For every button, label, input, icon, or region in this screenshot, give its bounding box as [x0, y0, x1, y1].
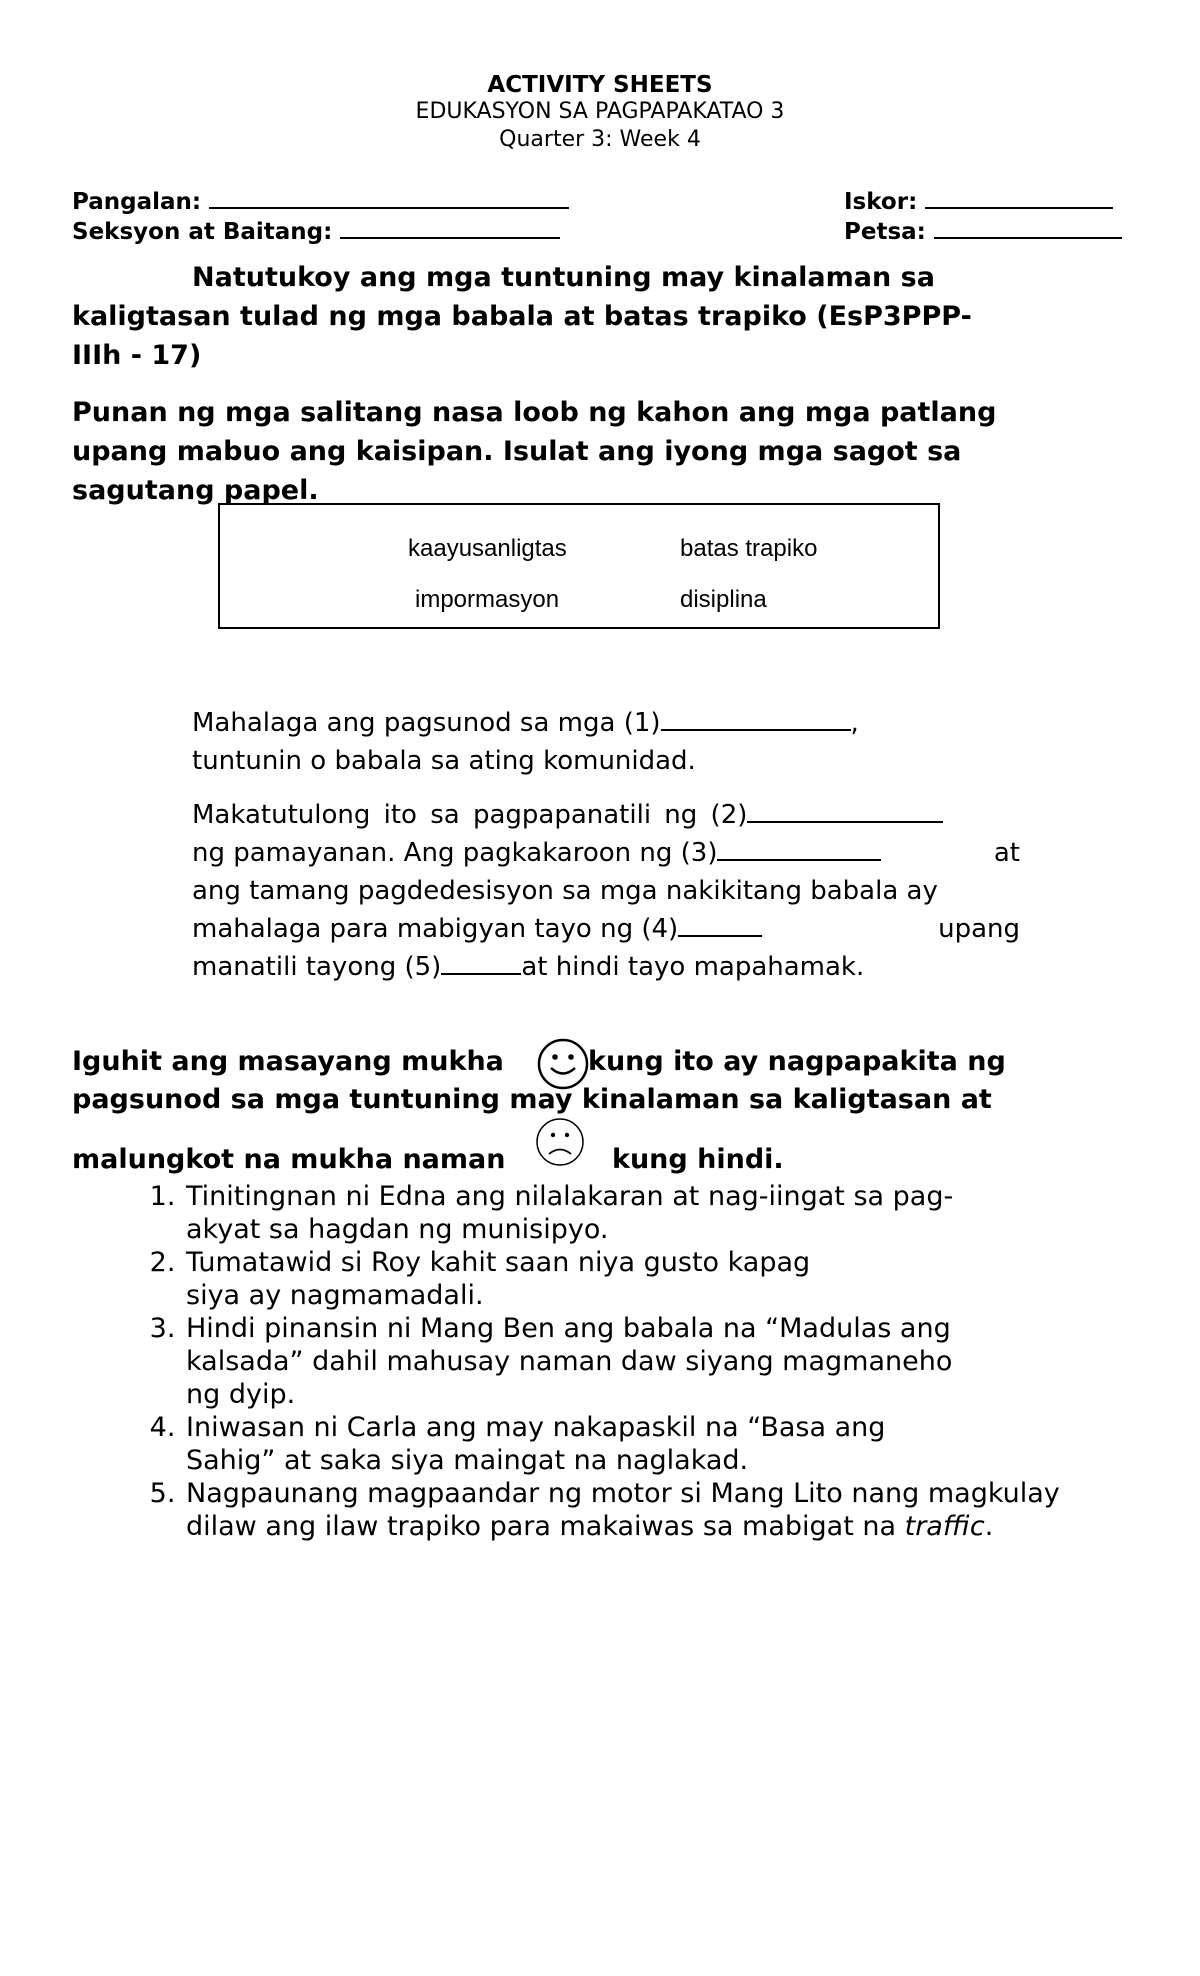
quarter-label: Quarter 3: Week 4: [499, 127, 701, 152]
list-item: 4. Iniwasan ni Carla ang may nakapaskil na “Basa ang Sahig” at saka siya maingat na naglakad.: [184, 1411, 1084, 1477]
subject-title: EDUKASYON SA PAGPAPAKATAO 3: [415, 99, 785, 124]
instruction-1-line-1: Punan ng mga salitang nasa loob ng kahon ang mga patlang: [72, 397, 997, 428]
list-item: 3. Hindi pinansin ni Mang Ben ang babala na “Madulas ang kalsada” dahil mahusay naman daw siyang magmaneho ng dyip.: [184, 1312, 1084, 1411]
list-item: 5. Nagpaunang magpaandar ng motor si Mang Lito nang magkulay dilaw ang ilaw trapiko para makaiwas sa mabigat na traffic.: [184, 1477, 1084, 1543]
passage-text: mahalaga para mabigyan tayo ng (4): [192, 914, 679, 944]
score-line: [925, 185, 1113, 209]
name-line: [209, 185, 569, 209]
score-label: Iskor:: [844, 189, 918, 215]
objective-line-1: Natutukoy ang mga tuntuning may kinalaman sa: [192, 262, 935, 293]
passage-line: tuntunin o babala sa ating komunidad.: [192, 746, 696, 776]
passage-text: Mahalaga ang pagsunod sa mga (1): [192, 708, 661, 738]
passage-line: ang tamang pagdedesisyon sa mga nakikitang babala ay: [192, 876, 938, 906]
objective-line-2: kaligtasan tulad ng mga babala at batas trapiko (EsP3PPP-: [72, 301, 972, 332]
date-line: [934, 215, 1122, 239]
instruction-2-line-1b: kung ito ay nagpapakita ng: [588, 1046, 1006, 1077]
name-field[interactable]: [72, 185, 569, 215]
score-field[interactable]: [844, 185, 1113, 215]
objective-line-3: IIIh - 17): [72, 340, 202, 371]
passage-line: [192, 796, 1022, 834]
statement-list: [140, 1180, 1084, 1543]
passage-line: [192, 948, 1022, 986]
word-option: kaayusanligtas: [408, 535, 567, 562]
blank-2[interactable]: [747, 799, 943, 823]
word-option: impormasyon: [415, 586, 560, 613]
date-field[interactable]: [844, 215, 1122, 245]
word-option: batas trapiko: [680, 535, 818, 562]
passage-text: at hindi tayo mapahamak.: [521, 952, 865, 982]
passage-text: ng pamayanan. Ang pagkakaroon ng (3): [192, 838, 718, 868]
passage-text: at: [993, 838, 1020, 868]
blank-1[interactable]: [661, 707, 851, 731]
section-field[interactable]: [72, 215, 560, 245]
word-option: disiplina: [680, 586, 767, 613]
instruction-1-line-3: sagutang papel.: [72, 475, 319, 506]
passage-line: [192, 704, 859, 742]
blank-5[interactable]: [441, 951, 521, 975]
section-label: Seksyon at Baitang:: [72, 219, 333, 245]
date-label: Petsa:: [844, 219, 926, 245]
instruction-2-line-3a: malungkot na mukha naman: [72, 1144, 506, 1175]
sad-face-icon: [534, 1117, 586, 1167]
passage-line: [192, 834, 1022, 872]
blank-3[interactable]: [717, 837, 881, 861]
word-box: [218, 503, 940, 629]
passage-text: manatili tayong (5): [192, 952, 442, 982]
passage-text: ,: [850, 708, 859, 738]
passage-text: Makatutulong ito sa pagpapanatili ng (2): [192, 800, 748, 830]
passage-line: [192, 910, 1022, 948]
name-label: Pangalan:: [72, 189, 202, 215]
section-line: [340, 215, 560, 239]
list-item: 1. Tinitingnan ni Edna ang nilalakaran at nag-iingat sa pag- akyat sa hagdan ng munisipyo.: [184, 1180, 1084, 1246]
instruction-1-line-2: upang mabuo ang kaisipan. Isulat ang iyong mga sagot sa: [72, 436, 962, 467]
passage-text: upang: [938, 914, 1020, 944]
blank-4[interactable]: [678, 913, 762, 937]
instruction-2-line-2: pagsunod sa mga tuntuning may kinalaman sa kaligtasan at: [72, 1084, 992, 1115]
list-item: 2. Tumatawid si Roy kahit saan niya gusto kapag siya ay nagmamadali.: [184, 1246, 1084, 1312]
sheet-title: ACTIVITY SHEETS: [487, 72, 713, 98]
instruction-2-line-1a: Iguhit ang masayang mukha: [72, 1046, 504, 1077]
instruction-2-line-3b: kung hindi.: [612, 1144, 784, 1175]
